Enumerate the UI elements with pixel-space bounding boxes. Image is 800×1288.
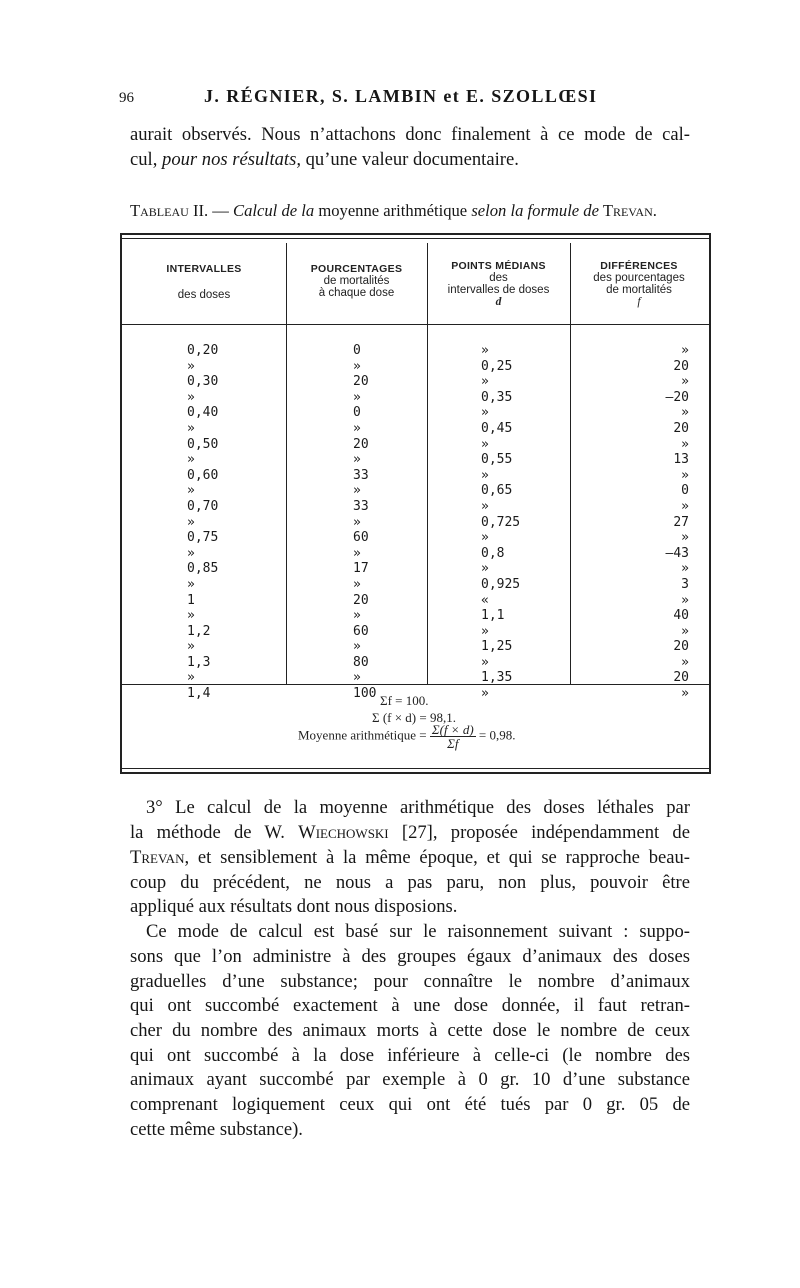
table-top-rule: [122, 238, 709, 239]
footer-mean: [298, 723, 516, 750]
column-rule-1: [286, 243, 287, 684]
p2-line-1: Ce mode de calcul est basé sur le raisonnement suivant : suppo-: [146, 921, 690, 942]
table-cell: »: [481, 467, 489, 483]
p2-line-7: animaux ayant succombé par exemple à 0 gr. 10 d’une substance: [130, 1069, 690, 1090]
header-percent: [286, 263, 427, 299]
table-cell: 0,60: [187, 467, 219, 483]
table-cell: 20: [353, 436, 369, 452]
table-cell: 40: [673, 608, 689, 624]
table-cell: »: [353, 483, 361, 499]
header-intervals: [122, 263, 286, 301]
table-cell: 1,1: [481, 608, 505, 624]
table-cell: 20: [353, 374, 369, 390]
table-cell: 0: [353, 343, 361, 358]
header-diffs-line-3: de mortalités: [606, 284, 672, 296]
table-cell: 0,925: [481, 576, 521, 592]
table-cell: »: [187, 639, 195, 655]
p1-line-3-b: , et sensiblement à la même époque, et qui se rapproche beau-: [184, 847, 690, 868]
column-percent: [353, 343, 376, 702]
table-cell: »: [681, 343, 689, 358]
table-cell: »: [353, 420, 361, 436]
table-cell: —20: [665, 389, 689, 405]
p2-line-9: cette même substance).: [130, 1119, 303, 1140]
table-cell: »: [187, 358, 195, 374]
table-cell: 60: [353, 530, 369, 546]
table-cell: 0: [681, 483, 689, 499]
table-cell: »: [187, 576, 195, 592]
table-caption: [130, 200, 690, 222]
table-cell: 0,75: [187, 530, 219, 546]
table-cell: 20: [673, 358, 689, 374]
header-medians-line-3: intervalles de doses: [447, 284, 550, 296]
caption-part-1: Calcul de la: [233, 201, 315, 220]
p1-line-3-name: Trevan: [130, 847, 185, 868]
table-cell: »: [481, 343, 489, 358]
table-cell: 0,70: [187, 498, 219, 514]
header-rule: [122, 324, 709, 325]
caption-part-2: moyenne arithmétique: [314, 201, 472, 220]
table-cell: 80: [353, 654, 369, 670]
table-cell: 0,25: [481, 358, 513, 374]
column-medians: [481, 343, 520, 702]
table-cell: »: [353, 670, 361, 686]
p1-line-3: [130, 847, 690, 869]
table-cell: 33: [353, 467, 369, 483]
table-cell: »: [681, 530, 689, 546]
table-cell: »: [187, 670, 195, 686]
fraction-denominator: Σf: [447, 736, 459, 751]
table-cell: 1,35: [481, 670, 513, 686]
table-cell: »: [187, 452, 195, 468]
footer-sum-f: Σf = 100.: [380, 693, 429, 708]
table-cell: »: [187, 420, 195, 436]
table-cell: 0,50: [187, 436, 219, 452]
header-diffs-line-1: DIFFÉRENCES: [600, 260, 678, 272]
table-cell: »: [481, 374, 489, 390]
header-percent-line-1: POURCENTAGES: [310, 263, 403, 275]
column-diffs: [617, 343, 689, 702]
table-cell: »: [681, 405, 689, 421]
table-cell: 1,3: [187, 654, 211, 670]
table-cell: 20: [673, 670, 689, 686]
caption-name: Trevan: [598, 201, 653, 220]
table-cell: »: [187, 483, 195, 499]
table-cell: 0,45: [481, 420, 513, 436]
p1-line-2-b: [27], proposée indépendamment de: [388, 822, 690, 843]
table-cell: 0,55: [481, 452, 513, 468]
fraction-numerator: Σ(f × d): [431, 722, 474, 737]
table-cell: »: [481, 654, 489, 670]
table-cell: 0,35: [481, 389, 513, 405]
table-cell: »: [681, 686, 689, 702]
footer-fraction: [430, 723, 476, 750]
header-diffs: [570, 260, 708, 308]
table-cell: »: [353, 639, 361, 655]
p2-line-8: comprenant logiquement ceux qui ont été tués par 0 gr. 05 de: [130, 1094, 690, 1115]
table-cell: »: [353, 389, 361, 405]
table-cell: »: [353, 514, 361, 530]
table-cell: »: [481, 623, 489, 639]
intro-line-2-c: qu’une valeur documentaire.: [300, 149, 519, 170]
p2-line-6: qui ont succombé à la dose inférieure à celle-ci (le nombre des: [130, 1045, 690, 1066]
table-cell: 60: [353, 623, 369, 639]
table-cell: 13: [673, 452, 689, 468]
header-diffs-symbol: f: [637, 296, 641, 308]
running-title: J. RÉGNIER, S. LAMBIN et E. SZOLLŒSI: [204, 86, 598, 106]
p2-line-5: cher du nombre des animaux morts à cette dose le nombre de ceux: [130, 1020, 690, 1041]
table-cell: »: [353, 358, 361, 374]
table-cell: »: [353, 608, 361, 624]
header-medians-symbol: d: [495, 296, 502, 308]
table-cell: 0,8: [481, 545, 505, 561]
table-cell: »: [187, 608, 195, 624]
table-cell: »: [681, 374, 689, 390]
column-rule-2: [427, 243, 428, 684]
table-cell: 20: [353, 592, 369, 608]
header-intervals-line-3: des doses: [177, 289, 231, 301]
table-cell: 100: [353, 686, 377, 702]
caption-part-3: selon la formule de: [471, 201, 599, 220]
header-medians-line-2: des: [489, 272, 508, 284]
table-cell: 0,20: [187, 343, 219, 358]
p1-line-2: [130, 822, 690, 844]
table-cell: 1,25: [481, 639, 513, 655]
table-cell: 3: [681, 576, 689, 592]
table-cell: »: [187, 545, 195, 561]
p1-line-5: appliqué aux résultats dont nous disposions.: [130, 896, 458, 917]
table-cell: »: [681, 498, 689, 514]
p1-line-4: coup du précédent, ne nous a pas paru, non plus, pouvoir être: [130, 872, 690, 893]
header-diffs-line-2: des pourcentages: [593, 272, 685, 284]
footer-mean-value: = 0,98.: [475, 727, 516, 743]
column-intervals: [187, 343, 218, 702]
header-medians: [427, 260, 570, 308]
header-intervals-line-1: INTERVALLES: [166, 263, 242, 275]
caption-label: Tableau II.: [130, 201, 209, 220]
p1-line-2-a: la méthode de W.: [130, 822, 299, 843]
table-cell: 1,4: [187, 686, 211, 702]
table-cell: »: [681, 561, 689, 577]
table-cell: 1: [187, 592, 195, 608]
table-cell: »: [353, 545, 361, 561]
table-cell: 0,725: [481, 514, 521, 530]
table-cell: »: [353, 576, 361, 592]
table-cell: »: [481, 405, 489, 421]
header-intervals-spacer: [122, 275, 286, 289]
table-cell: 0,65: [481, 483, 513, 499]
data-table: [120, 233, 711, 774]
table-cell: »: [481, 498, 489, 514]
table-cell: 33: [353, 498, 369, 514]
intro-line-1: aurait observés. Nous n’attachons donc finalement à ce mode de cal-: [130, 124, 690, 145]
table-cell: »: [681, 467, 689, 483]
table-cell: 0,40: [187, 405, 219, 421]
table-bottom-rule: [122, 768, 709, 769]
table-cell: 20: [673, 639, 689, 655]
table-cell: 1,2: [187, 623, 211, 639]
table-cell: 0,30: [187, 374, 219, 390]
intro-line-2: [130, 149, 690, 171]
p1-line-2-name: Wiechowski: [298, 822, 389, 843]
header-percent-line-2: de mortalités: [323, 275, 390, 287]
intro-line-2-a: cul,: [130, 149, 163, 170]
running-head: [0, 86, 800, 116]
table-cell: 27: [673, 514, 689, 530]
table-cell: 0,85: [187, 561, 219, 577]
p1-line-1: 3° Le calcul de la moyenne arithmétique des doses léthales par: [146, 797, 690, 818]
caption-end: .: [652, 201, 657, 220]
table-cell: »: [481, 436, 489, 452]
table-cell: 17: [353, 561, 369, 577]
table-cell: »: [353, 452, 361, 468]
table-cell: »: [681, 436, 689, 452]
table-cell: »: [681, 623, 689, 639]
table-cell: »: [187, 514, 195, 530]
table-cell: 0: [353, 405, 361, 421]
table-cell: »: [481, 686, 489, 702]
table-cell: »: [681, 592, 689, 608]
table-cell: 20: [673, 420, 689, 436]
footer-mean-label: Moyenne arithmétique =: [298, 727, 430, 743]
p2-line-3: graduelles d’une substance; pour connaître le nombre d’animaux: [130, 971, 690, 992]
column-rule-3: [570, 243, 571, 684]
page-number: 96: [119, 90, 134, 106]
table-cell: »: [481, 561, 489, 577]
table-cell: «: [481, 592, 489, 608]
table-cell: »: [681, 654, 689, 670]
intro-line-2-italic: pour nos résultats,: [162, 149, 301, 170]
p2-line-2: sons que l’on administre à des groupes égaux d’animaux des doses: [130, 946, 690, 967]
footer-sum-fd: Σ (f × d) = 98,1.: [372, 710, 456, 725]
table-cell: »: [187, 389, 195, 405]
p2-line-4: qui ont succombé exactement à une dose donnée, il faut retran-: [130, 995, 690, 1016]
caption-dash: —: [208, 201, 234, 220]
table-cell: »: [481, 530, 489, 546]
header-percent-line-3: à chaque dose: [318, 287, 395, 299]
header-medians-line-1: POINTS MÉDIANS: [451, 260, 546, 272]
table-cell: —43: [665, 545, 689, 561]
